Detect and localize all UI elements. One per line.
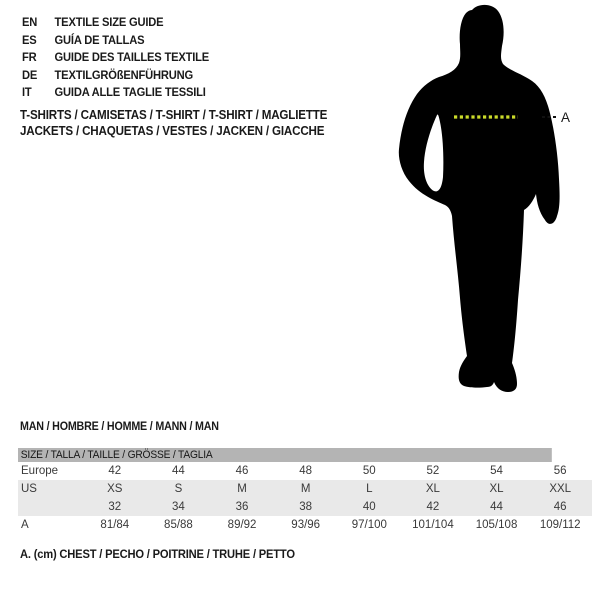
language-row [22, 32, 209, 50]
table-row-us [18, 480, 592, 498]
table-row-europe [18, 462, 592, 480]
size-cell: XS [107, 483, 123, 495]
language-title: GUIDE DES TAILLES TEXTILE [54, 50, 210, 64]
table-row-chest-a [18, 516, 592, 534]
language-title: TEXTILE SIZE GUIDE [54, 15, 164, 29]
language-title-list [22, 14, 209, 102]
size-cell: S [174, 483, 183, 495]
size-cell: L [366, 483, 373, 495]
size-cell: 42 [108, 465, 122, 477]
size-cell: 54 [490, 465, 503, 477]
size-table-header: SIZE / TALLA / TAILLE / GRÖSSE / TAGLIA [18, 448, 552, 462]
language-code: EN [22, 15, 38, 29]
language-title: TEXTILGRÖßENFÜHRUNG [54, 67, 194, 82]
language-row [22, 14, 209, 32]
size-cell: 89/92 [227, 519, 257, 531]
size-cell: XL [489, 483, 504, 495]
size-cell: 46 [235, 465, 249, 477]
size-cell: XXL [549, 483, 572, 495]
size-cell: 85/88 [164, 519, 193, 531]
row-label: A [21, 519, 29, 531]
row-label: US [21, 483, 37, 495]
size-cell: 32 [108, 501, 122, 513]
size-cell: 42 [426, 501, 440, 513]
measure-label-a: A [561, 110, 571, 125]
size-cell: 50 [362, 465, 376, 477]
language-row [22, 67, 209, 85]
size-cell: M [300, 483, 311, 495]
size-cell: 101/104 [412, 519, 454, 531]
measurement-footnote: A. (cm) CHEST / PECHO / POITRINE / TRUHE / PETTO [20, 547, 295, 561]
size-cell: 38 [299, 501, 313, 513]
category-list [20, 108, 327, 139]
table-row-us-numeric [18, 498, 592, 516]
row-label: Europe [21, 465, 59, 477]
language-row [22, 49, 209, 67]
size-cell: 46 [553, 501, 567, 513]
size-cell: 97/100 [351, 519, 387, 531]
size-cell: 44 [490, 501, 503, 513]
language-code: IT [22, 85, 32, 99]
size-cell: 56 [553, 465, 567, 477]
man-silhouette [399, 5, 560, 392]
language-title: GUÍA DE TALLAS [54, 32, 145, 47]
size-cell: 52 [426, 465, 440, 477]
language-title: GUIDA ALLE TAGLIE TESSILI [54, 85, 206, 99]
man-silhouette-svg [390, 0, 600, 410]
language-code: FR [22, 50, 37, 64]
size-cell: 40 [362, 501, 376, 513]
language-row [22, 84, 209, 102]
size-cell: 105/108 [475, 519, 518, 531]
language-code: DE [22, 67, 38, 82]
category-line-tshirts: T-SHIRTS / CAMISETAS / T-SHIRT / T-SHIRT / MAGLIETTE [20, 108, 328, 122]
size-cell: 109/112 [539, 519, 581, 531]
size-cell: 34 [172, 501, 185, 513]
size-cell: 93/96 [291, 519, 321, 531]
section-title-man: MAN / HOMBRE / HOMME / MANN / MAN [20, 421, 219, 433]
size-cell: 48 [299, 465, 313, 477]
man-silhouette-figure [390, 0, 600, 410]
size-cell: M [237, 483, 247, 495]
size-table [18, 448, 592, 534]
language-code: ES [22, 32, 37, 47]
row-label [18, 498, 83, 516]
category-line-jackets: JACKETS / CHAQUETAS / VESTES / JACKEN / GIACCHE [20, 123, 325, 138]
size-cell: 44 [172, 465, 185, 477]
size-cell: 81/84 [100, 519, 130, 531]
size-cell: XL [425, 483, 440, 495]
size-cell: 36 [235, 501, 249, 513]
